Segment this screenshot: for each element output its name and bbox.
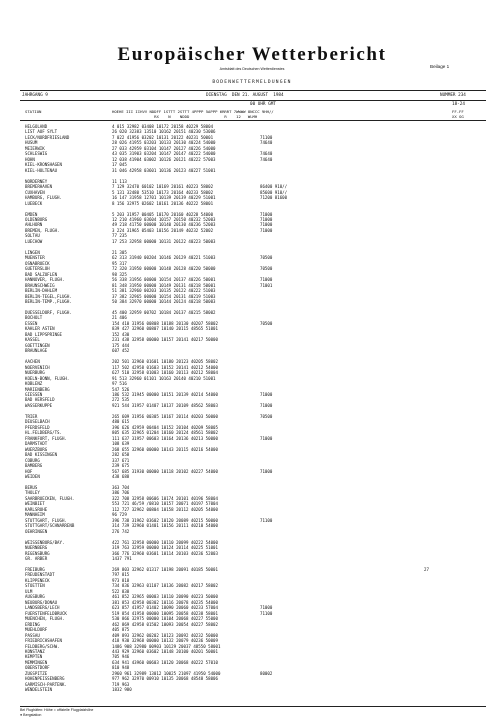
column-far: [452, 109, 464, 119]
station-name: HELGOLAND: [25, 124, 48, 129]
issue-date: DIENSTAG DEN 21. AUGUST 1984: [206, 93, 284, 98]
station-code-groups: 337 671: [112, 457, 130, 463]
station-name: GUETERSLOH: [25, 266, 50, 272]
station-extra-groups: 70500: [260, 320, 273, 326]
station-code-groups: 43 035 31903 03204 10147 20147 40222 54000: [112, 151, 216, 157]
station-code-groups: 16 147 31958 12701 10139 20139 40229 51001: [112, 195, 216, 201]
station-code-groups: 921 544 31957 01407 10137 20109 48562 58003: [112, 402, 218, 408]
station-code-groups: 634 941 43960 00603 10120 20068 40222 57010: [112, 659, 218, 665]
station-name: COBURG: [25, 457, 40, 463]
station-name: KONSTANZ: [25, 649, 45, 654]
station-name: KARLSRUHE: [25, 506, 48, 512]
station-name: ZUGSPITZE: [25, 670, 48, 676]
station-code-groups: 547 526: [112, 386, 130, 392]
station-name: BAD SALZUFLEN: [25, 271, 58, 277]
station-code-groups: 322 708 32958 00606 10174 20101 40196 58004: [112, 495, 218, 501]
station-name: AUGSBURG: [25, 594, 45, 600]
station-name: BREMERHAVEN: [25, 184, 53, 190]
station-name: ESSEN: [25, 320, 38, 326]
station-name: HAMBURG, FLUGH.: [25, 195, 62, 201]
station-name: AACHEN: [25, 359, 40, 365]
station-name: AHLHORN: [25, 222, 43, 228]
station-code-groups: 21 305: [112, 249, 127, 255]
station-code-groups: 269 803 32962 01317 10198 20091 40185 50001: [112, 566, 218, 572]
station-name: HOF: [25, 468, 33, 474]
station-name: NEUBURG/DONAU: [25, 599, 58, 605]
station-name: REGENSBURG: [25, 550, 50, 556]
station-name: HOHN: [25, 156, 35, 162]
station-row: [0, 556, 504, 561]
station-code-groups: 366 776 32960 03601 10114 20103 40236 52003: [112, 550, 218, 556]
station-code-groups: 72 320 31950 00000 10148 20128 40220 50000: [112, 266, 216, 272]
station-name: GOETTINGEN: [25, 342, 50, 348]
station-name: BRAUNLAGE: [25, 348, 48, 354]
station-name: MUEHLDORF: [25, 627, 48, 633]
station-code-groups: 21 406: [112, 315, 127, 321]
column-codes: [112, 109, 274, 119]
station-name: FREIBURG: [25, 566, 45, 572]
station-name: KOELN-BONN, FLUGH.: [25, 375, 70, 381]
station-code-groups: 567 685 31930 00000 10118 20102 40227 54000: [112, 468, 218, 474]
station-code-groups: 480 615: [112, 419, 130, 425]
station-extra-groups: 71000: [260, 277, 273, 283]
station-code-groups: 530 866 32975 00000 10104 20068 40227 55000: [112, 616, 218, 622]
station-code-groups: 96 729: [112, 512, 127, 518]
station-name: BERLIN-TEGEL,FLUGH.: [25, 293, 72, 299]
station-code-groups: 443 929 32960 03602 10148 20100 40201 50001: [112, 649, 218, 654]
station-name: LIST AUF SYLT: [25, 129, 58, 135]
station-code-groups: 1832 980: [112, 687, 132, 693]
footer-note-airport: Bei Flughäfen: Höhe = offizielle Flugplatzhöhe: [20, 708, 94, 712]
station-table: [0, 124, 504, 693]
station-code-groups: 56 338 31956 00000 10154 20137 40226 50001: [112, 277, 216, 283]
station-name: FELDBERG/SCHW.: [25, 643, 60, 649]
station-name: SAARBRUECKEN, FLUGH.: [25, 495, 75, 501]
station-code-groups: 95 317: [112, 260, 127, 266]
bottom-rule: [20, 706, 486, 707]
station-code-groups: 91 513 32960 01101 10163 20140 40210 51001: [112, 375, 216, 381]
station-extra-groups: 85600 910//: [260, 189, 288, 195]
top-rule: [20, 90, 486, 91]
station-name: KIEL-HOLTENAU: [25, 167, 58, 173]
station-name: HL.FELDBERG/TS.: [25, 430, 62, 436]
station-code-groups: 3 224 31965 05403 10156 20149 40232 52002: [112, 227, 214, 233]
station-name: DARMSTADT: [25, 441, 48, 447]
station-extra-groups: 71100: [260, 517, 273, 523]
station-code-groups: 108 639: [112, 441, 130, 447]
station-name: FREUDENSTADT: [25, 572, 55, 578]
station-code-groups: 239 675: [112, 463, 130, 469]
station-name: BAD LIPPSPRINGE: [25, 331, 62, 337]
station-code-groups: 31 046 42958 03601 10136 20123 40227 51001: [112, 167, 216, 173]
station-name: LANDSBERG/LECH: [25, 605, 60, 611]
station-code-groups: 117 502 42958 01603 10152 20141 40212 54000: [112, 364, 218, 370]
station-name: OBERSTDORF: [25, 665, 50, 671]
station-code-groups: 381 853 42958 00302 10116 20078 40235 54000: [112, 599, 218, 605]
station-name: MANNHEIM: [25, 512, 45, 518]
station-name: ERDING: [25, 621, 40, 627]
station-name: THOLEY: [25, 490, 40, 496]
station-name: NOERVENICH: [25, 364, 50, 370]
footer-note-mountain-text: Bergstation: [23, 713, 42, 717]
station-name: STUTTGART/SCHNARRENB: [25, 523, 75, 529]
station-code-groups: 37 382 32965 00000 10154 20131 40219 51003: [112, 293, 216, 299]
station-name: LUECHOW: [25, 238, 43, 244]
station-extra-groups: 71100: [260, 134, 273, 140]
station-code-groups: 97 516: [112, 381, 127, 387]
station-code-groups: 7 022 41956 03202 10131 20122 40231 50001: [112, 134, 214, 140]
station-extra-groups: 70500: [260, 255, 273, 261]
station-name: SOLTAU: [25, 233, 40, 239]
station-code-groups: 62 313 31940 00204 10146 20129 40221 51003: [112, 255, 216, 261]
station-name: EMDEN: [25, 211, 38, 217]
station-extra-groups: 71000: [260, 211, 273, 217]
station-code-groups: 973 818: [112, 577, 130, 583]
station-name: PASSAU: [25, 632, 40, 638]
station-code-groups: 386 706: [112, 490, 130, 496]
station-code-groups: 314 739 32960 01401 10156 20111 40210 54000: [112, 523, 218, 529]
section-heading: BODENWETTERMELDUNGEN: [212, 80, 292, 85]
station-name: TRIER: [25, 413, 38, 419]
station-extra-groups: 74640: [260, 156, 273, 162]
station-code-groups: 11 113: [112, 178, 127, 184]
station-code-groups: 7 129 32470 60102 10169 20161 40223 58002: [112, 184, 214, 190]
header-rule: [20, 100, 486, 101]
station-code-groups: 154 410 31956 00808 10188 20130 40207 58002: [112, 320, 218, 326]
station-extra-groups: 74640: [260, 151, 273, 157]
station-name: FUERSTENFELDBRUCK: [25, 610, 67, 616]
column-codes-line1: HOEHE III IIHVV NDDFF 1STTT 2STTT 4PPPP 5APPP 6RRRT 7WWWW 8NCCC 9HH//: [112, 109, 274, 114]
columns-rule: [20, 120, 486, 121]
station-name: KEMPTEN: [25, 654, 43, 660]
station-code-groups: 396 738 31962 03602 10120 20089 40215 50000: [112, 517, 218, 523]
station-name: FRANKFURT, FLUGH.: [25, 435, 67, 441]
station-code-groups: 719 963: [112, 681, 130, 687]
station-code-groups: 363 704: [112, 484, 130, 490]
station-extra-groups: 70500: [260, 413, 273, 419]
station-name: NORDERNEY: [25, 178, 48, 184]
station-extra-groups: 71000: [260, 435, 273, 441]
station-name: KLIPPENECK: [25, 577, 50, 583]
station-code-groups: 45 400 32959 00702 10184 20137 40215 58002: [112, 309, 216, 315]
station-code-groups: 111 637 31957 00603 10164 20136 40213 50000: [112, 435, 218, 441]
station-row: [0, 239, 504, 244]
station-row: [0, 201, 504, 206]
station-name: GR. ARBER: [25, 556, 48, 562]
station-name: BRAUNSCHWEIG: [25, 282, 55, 288]
station-row: [0, 299, 504, 304]
station-code-groups: 51 381 32960 00203 10135 20122 40222 51003: [112, 288, 216, 294]
station-name: PFERDSFELD: [25, 424, 50, 430]
station-code-groups: 8 156 32975 02602 10161 20136 40222 58001: [112, 200, 214, 206]
column-far-line1: FF-FF: [452, 109, 464, 114]
station-code-groups: 418 930 32968 00000 10132 20079 40236 50009: [112, 638, 218, 644]
observation-time: 00 UHR GMT: [250, 102, 276, 107]
station-code-groups: 5 131 32480 53510 10173 20164 40233 58002: [112, 189, 214, 195]
station-code-groups: 607 452: [112, 348, 130, 354]
station-extra-groups: 71000: [260, 605, 273, 611]
station-code-groups: 734 836 32963 01107 10136 20082 40217 58002: [112, 583, 218, 589]
station-code-groups: 438 688: [112, 474, 130, 479]
station-code-groups: 272 535: [112, 397, 130, 403]
station-name: CUXHAVEN: [25, 189, 45, 195]
beilage-label: Beilage 1: [430, 64, 450, 69]
station-name: MARIENBERG: [25, 386, 50, 392]
issue-number: NUMMER 234: [440, 93, 466, 98]
station-extra-groups: 71000: [260, 468, 273, 474]
time-range: 18-24: [452, 102, 465, 107]
station-code-groups: 1486 908 32980 00903 10129 20037 48550 58001: [112, 643, 221, 649]
station-code-groups: 186 532 31945 00000 10151 20139 40214 54000: [112, 391, 218, 397]
station-code-groups: 17 045: [112, 162, 127, 168]
station-name: FRIEDRICHSHAFEN: [25, 638, 62, 644]
station-name: GIESSEN: [25, 391, 43, 397]
station-name: HUSUM: [25, 140, 38, 146]
station-code-groups: 2960 961 32989 13012 10025 21097 41950 54000: [112, 670, 221, 676]
station-code-groups: 805 635 32965 01204 10160 20124 48561 58002: [112, 430, 218, 436]
station-name: WASSERKUPPE: [25, 402, 53, 408]
station-extra-groups: 71000: [260, 391, 273, 397]
station-code-groups: 623 857 41957 01402 10090 20060 40233 57004: [112, 605, 218, 611]
station-name: BAMBERG: [25, 463, 43, 469]
station-row: [0, 529, 504, 534]
station-name: KOBLENZ: [25, 381, 43, 387]
station-extra-groups: 74640: [260, 140, 273, 146]
station-code-groups: 50 384 32970 00000 10144 20124 40218 50003: [112, 299, 216, 304]
report-subtitle: Amtsblatt des Deutschen Wetterdienstes: [219, 67, 285, 71]
station-code-groups: 98 325: [112, 271, 127, 277]
station-code-groups: 627 510 32958 01003 10160 20113 40212 58004: [112, 370, 218, 376]
station-code-groups: 276 742: [112, 528, 130, 534]
column-codes-line2: RX N NDDD R 12 WLMH: [112, 114, 258, 119]
station-code-groups: 519 854 41958 00000 10095 20058 40238 58001: [112, 610, 218, 616]
station-name: KASSEL: [25, 337, 40, 343]
station-name: WENDELSTEIN: [25, 687, 53, 693]
station-code-groups: 81 348 31950 00000 10149 20131 40218 50001: [112, 282, 216, 288]
station-code-groups: 12 038 41904 03002 10126 20121 40222 57003: [112, 156, 216, 162]
station-name: OLDENBURG: [25, 216, 48, 222]
station-row: [0, 687, 504, 692]
station-extra-groups: 71000: [260, 222, 273, 228]
station-row: [0, 348, 504, 353]
station-name: DUESSELDORF, FLUGH.: [25, 309, 72, 315]
report-title: Europäischer Wetterbericht: [117, 44, 387, 65]
station-name: WEISSENBURG/BAY.: [25, 539, 65, 545]
column-far-line2: XX GG: [452, 114, 464, 119]
station-code-groups: 4 015 32982 03408 10172 20158 40229 58004: [112, 124, 214, 129]
station-name: OSNABRUECK: [25, 260, 50, 266]
station-code-groups: 26 020 32383 13510 10162 20151 40230 53006: [112, 129, 216, 135]
station-name: BERUS: [25, 484, 38, 490]
station-wind-gust: 27: [424, 566, 429, 572]
station-row: [0, 403, 504, 408]
station-code-groups: 319 763 32959 00000 10124 20114 40225 51001: [112, 545, 218, 551]
station-name: BAD HERSFELD: [25, 397, 55, 403]
station-name: LINGEN: [25, 249, 40, 255]
station-extra-groups: 86400 910//: [260, 184, 288, 190]
station-code-groups: 17 253 32958 00000 10131 20122 40223 50003: [112, 238, 216, 244]
station-extra-groups: 71100: [260, 610, 273, 616]
station-extra-groups: 71000: [260, 216, 273, 222]
station-name: STUTTGART, FLUGH.: [25, 517, 67, 523]
station-extra-groups: 71000: [260, 402, 273, 408]
station-code-groups: 1437 791: [112, 556, 132, 562]
station-extra-groups: 71000: [260, 227, 273, 233]
station-name: LECK/NORDFRIESLAND: [25, 134, 70, 140]
station-row: [0, 474, 504, 479]
footer-note-mountain: ● Bergstation: [20, 713, 42, 717]
station-code-groups: 396 626 42959 00404 10152 20104 40209 58005: [112, 424, 218, 430]
station-extra-groups: 71001: [260, 282, 273, 288]
station-name: HANNOVER, FLUGH.: [25, 277, 65, 283]
station-code-groups: 553 721 46/59 /0810 10157 20071 40197 57004: [112, 501, 218, 507]
station-extra-groups: 80002: [260, 670, 273, 676]
station-name: ULM: [25, 588, 33, 594]
station-name: GARMISCH-PARTENK.: [25, 681, 67, 687]
station-code-groups: 202 501 32960 01601 10180 20123 40205 58002: [112, 359, 218, 365]
station-code-groups: 231 438 32958 00000 10157 20141 40217 50000: [112, 337, 218, 343]
station-name: SCHLESWIG: [25, 151, 48, 157]
station-code-groups: 175 444: [112, 342, 130, 348]
station-code-groups: 409 893 32962 00202 10123 20092 40232 50000: [112, 632, 218, 638]
station-name: NUERNBERG: [25, 545, 48, 551]
station-name: STOETTEN: [25, 583, 45, 589]
station-code-groups: 462 869 42958 01502 10093 20054 40227 58002: [112, 621, 218, 627]
jahrgang: JAHRGANG 9: [22, 93, 48, 98]
station-code-groups: 268 655 32960 00000 10143 20115 40216 54000: [112, 446, 218, 452]
station-code-groups: 461 852 32965 00003 10110 20090 40223 50000: [112, 594, 218, 600]
station-code-groups: 12 210 41960 03604 10157 20150 40232 52003: [112, 216, 216, 222]
station-name: OEHRINGEN: [25, 528, 48, 534]
station-row: [0, 168, 504, 173]
station-name: DEUSELBACH: [25, 419, 50, 425]
station-name: NUERBURG: [25, 370, 45, 376]
station-name: KIEL-KRONSHAGEN: [25, 162, 62, 168]
station-code-groups: 797 815: [112, 572, 130, 578]
station-name: MUENSTER: [25, 255, 45, 261]
station-code-groups: 77 235: [112, 233, 127, 239]
station-code-groups: 49 218 41750 00000 10140 20130 40236 52003: [112, 222, 216, 228]
station-name: WUERZBURG: [25, 446, 48, 452]
station-name: KAHLER ASTEN: [25, 326, 55, 332]
station-code-groups: 27 033 42959 03104 10147 20127 40226 54000: [112, 145, 216, 151]
station-code-groups: 5 203 31957 00405 10170 20160 40228 54000: [112, 211, 214, 217]
station-code-groups: 405 875: [112, 627, 130, 633]
station-code-groups: 282 658: [112, 452, 130, 458]
station-code-groups: 152 430: [112, 331, 130, 337]
station-name: LUEBECK: [25, 200, 43, 206]
station-code-groups: 265 609 31956 00305 10167 20114 40203 50000: [112, 413, 218, 419]
station-code-groups: 705 946: [112, 654, 130, 660]
station-name: BREMEN, FLUGH.: [25, 227, 60, 233]
station-name: BOCHOLT: [25, 315, 43, 321]
station-code-groups: 422 761 32958 00000 10110 20099 40222 54000: [112, 539, 218, 545]
station-code-groups: 522 838: [112, 588, 130, 594]
station-code-groups: 28 026 41955 03203 10133 20130 40224 54000: [112, 140, 216, 146]
station-name: BERLIN-TEMP.,FLUGH.: [25, 299, 72, 304]
station-name: WEINBIET: [25, 501, 45, 507]
station-name: WEIDEN: [25, 474, 40, 479]
column-station: STATION: [25, 109, 42, 114]
station-code-groups: 810 948: [112, 665, 130, 671]
station-name: HOHENPEISSENBERG: [25, 676, 65, 682]
station-name: MEIERWIK: [25, 145, 45, 151]
station-code-groups: 839 427 32960 00807 10140 20115 48565 51001: [112, 326, 218, 332]
footer-notes: [20, 708, 93, 718]
station-code-groups: 112 727 32962 00804 10158 20112 40205 54000: [112, 506, 218, 512]
station-name: MUENCHEN, FLUGH.: [25, 616, 65, 622]
station-extra-groups: 71200 81600: [260, 195, 288, 201]
station-name: BAD KISSINGEN: [25, 452, 58, 458]
station-code-groups: 977 962 32970 00910 10135 20068 48548 58006: [112, 676, 218, 682]
station-extra-groups: 70500: [260, 266, 273, 272]
station-name: MEMMINGEN: [25, 659, 48, 665]
station-name: BERLIN-DAHLEM: [25, 288, 58, 294]
